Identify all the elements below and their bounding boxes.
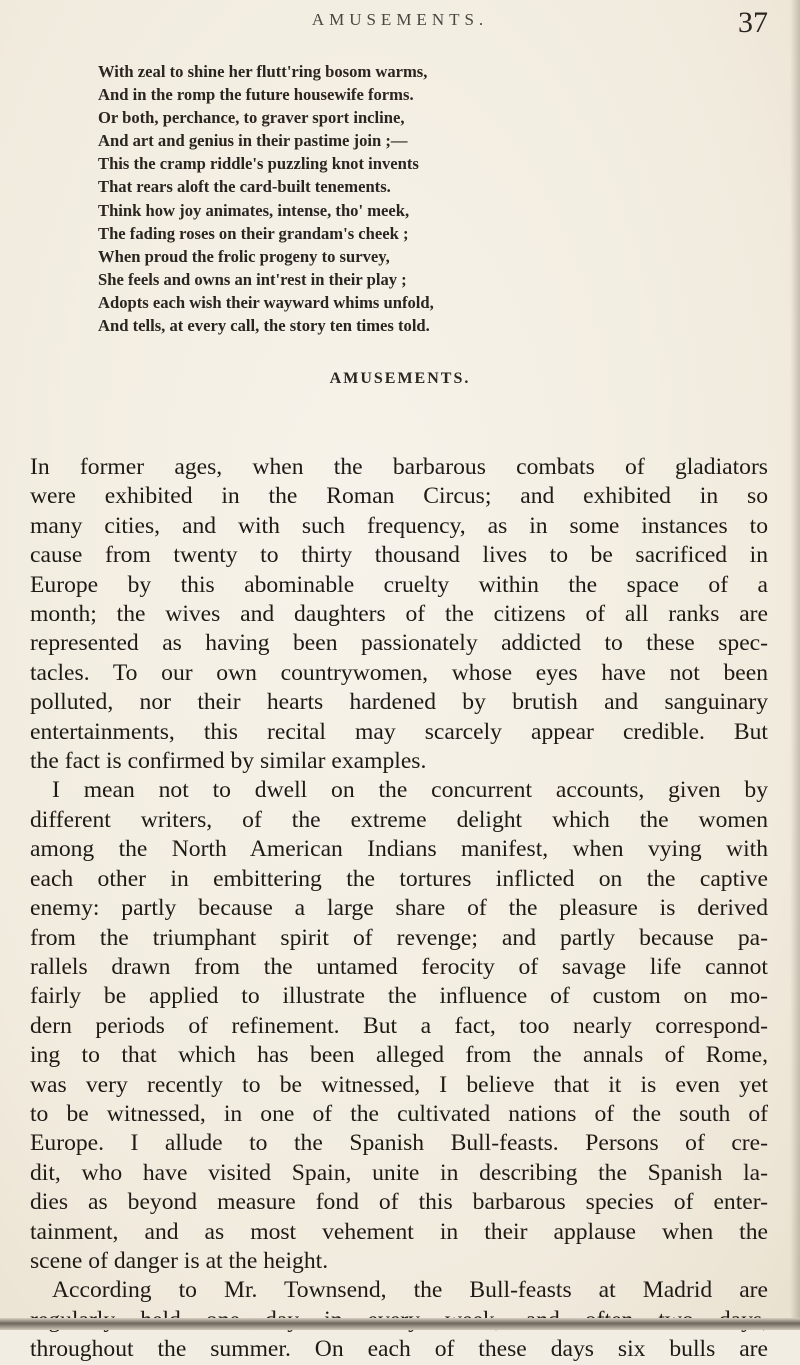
running-title: AMUSEMENTS.	[311, 10, 489, 29]
page-edge-shadow	[790, 0, 800, 1330]
body-line: dern periods of refinement. But a fact, too nearly correspond-	[30, 1012, 768, 1039]
poem-line: And art and genius in their pastime join ;—	[98, 131, 408, 151]
body-line: throughout the summer. On each of these days six bulls are	[30, 1336, 768, 1363]
poem-line: And in the romp the future housewife forms.	[98, 85, 414, 105]
body-line: were exhibited in the Roman Circus; and exhibited in so	[30, 483, 768, 510]
body-line: tainment, and as most vehement in their applause when the	[30, 1218, 768, 1245]
poem-line: Think how joy animates, intense, tho' meek,	[98, 200, 410, 220]
body-line: enemy: partly because a large share of the pleasure is derived	[30, 895, 768, 922]
body-line: scene of danger is at the height.	[30, 1247, 329, 1274]
body-line: I mean not to dwell on the concurrent accounts, given by	[52, 777, 768, 804]
body-line: cause from twenty to thirty thousand lives to be sacrificed in	[30, 542, 768, 569]
running-head	[0, 6, 800, 46]
body-line: fairly be applied to illustrate the influence of custom on mo-	[30, 983, 768, 1010]
poem-line: Adopts each wish their wayward whims unfold,	[98, 292, 434, 312]
body-line: among the North American Indians manifest, when vying with	[30, 836, 768, 863]
poem-line: With zeal to shine her flutt'ring bosom warms,	[98, 62, 428, 81]
body-line: According to Mr. Townsend, the Bull-feasts at Madrid are	[52, 1277, 768, 1304]
body-line: In former ages, when the barbarous combats of gladiators	[30, 454, 768, 480]
body-line: many cities, and with such frequency, as in some instances to	[30, 512, 768, 539]
poem-line: She feels and owns an int'rest in their play ;	[98, 269, 407, 289]
body-line: entertainments, this recital may scarcely appear credible. But	[30, 718, 768, 745]
poem-stanza	[98, 60, 738, 337]
section-heading: AMUSEMENTS.	[329, 370, 471, 387]
poem-line: This the cramp riddle's puzzling knot invents	[98, 154, 419, 174]
body-line: dit, who have visited Spain, unite in describing the Spanish la-	[30, 1159, 768, 1186]
poem-line: And tells, at every call, the story ten times told.	[98, 316, 430, 336]
poem-line: Or both, perchance, to graver sport incline,	[98, 108, 405, 128]
body-line: polluted, nor their hearts hardened by brutish and sanguinary	[30, 689, 768, 716]
poem-line: When proud the frolic progeny to survey,	[98, 246, 390, 266]
body-line: dies as beyond measure fond of this barbarous species of enter-	[30, 1189, 768, 1216]
body-text	[30, 453, 768, 1365]
bottom-page-edge	[0, 1318, 800, 1330]
poem-line: The fading roses on their grandam's cheek ;	[98, 223, 409, 243]
body-line: ing to that which has been alleged from the annals of Rome,	[30, 1042, 768, 1069]
poem-line: That rears aloft the card-built tenements.	[98, 177, 391, 197]
body-line: tacles. To our own countrywomen, whose eyes have not been	[30, 659, 768, 686]
body-line: month; the wives and daughters of the citizens of all ranks are	[30, 601, 768, 628]
body-line: different writers, of the extreme delight which the women	[30, 806, 768, 833]
body-line: from the triumphant spirit of revenge; and partly because pa-	[30, 924, 768, 951]
body-line: represented as having been passionately addicted to these spec-	[30, 630, 768, 657]
body-line: Europe by this abominable cruelty within the space of a	[30, 571, 768, 598]
body-line: each other in embittering the tortures inflicted on the captive	[30, 865, 768, 892]
page-number: 37	[738, 6, 768, 39]
body-line: was very recently to be witnessed, I believe that it is even yet	[30, 1071, 768, 1098]
body-line: to be witnessed, in one of the cultivated nations of the south of	[30, 1100, 768, 1127]
body-line: rallels drawn from the untamed ferocity of savage life cannot	[30, 953, 768, 980]
body-line: Europe. I allude to the Spanish Bull-feasts. Persons of cre-	[30, 1130, 768, 1157]
body-line: the fact is confirmed by similar examples.	[30, 748, 427, 775]
